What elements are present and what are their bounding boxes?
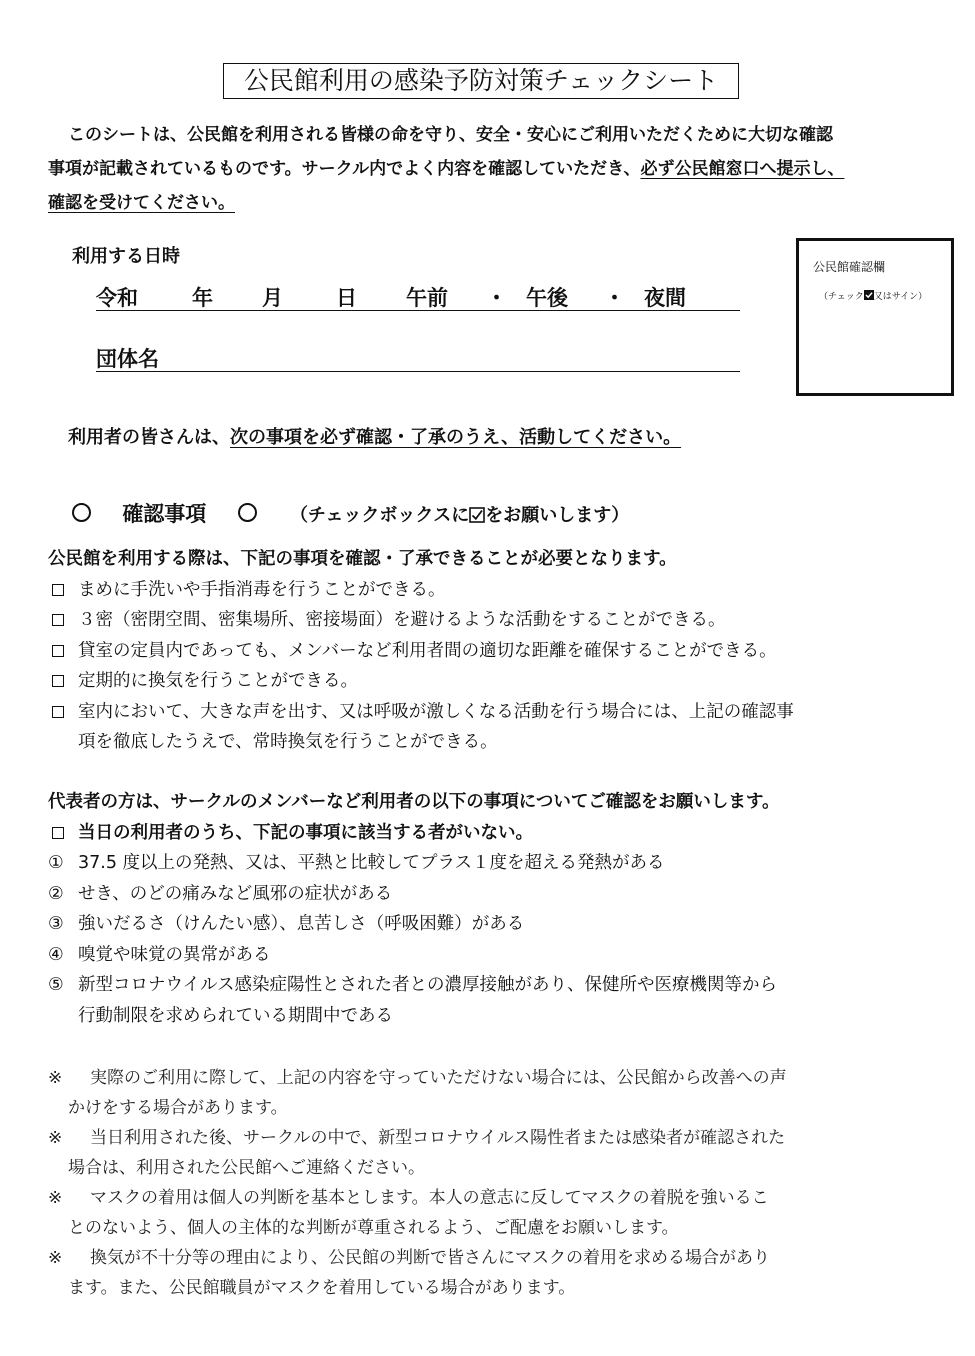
checked-box-icon	[864, 290, 874, 300]
date-era: 令和	[96, 286, 138, 310]
checklist-item	[48, 666, 928, 697]
condition-number: ①	[48, 853, 64, 873]
circle-icon	[238, 503, 257, 522]
page-title: 公民館利用の感染予防対策チェックシート	[223, 63, 739, 99]
note-text: 実際のご利用に際して、上記の内容を守っていただけない場合には、公民館から改善への声	[90, 1068, 787, 1088]
note-item	[48, 1063, 928, 1123]
condition-item	[48, 970, 928, 1001]
condition-number: ⑤	[48, 975, 64, 995]
condition-text: 行動制限を求められている期間中である	[78, 1005, 393, 1026]
intro-line-3: 確認を受けてください。	[48, 193, 235, 213]
section-heading-label: 確認事項	[122, 502, 207, 526]
note-mark: ※	[48, 1128, 63, 1148]
date-afternoon[interactable]: 午後	[526, 286, 568, 310]
date-label: 利用する日時	[72, 246, 180, 267]
users-instruction-underlined: 次の事項を必ず確認・了承のうえ、活動してください。	[230, 427, 682, 448]
group-name-label: 団体名	[96, 347, 159, 371]
note-item	[48, 1183, 928, 1243]
note-text-continuation: 場合は、利用された公民館へご連絡ください。	[68, 1158, 425, 1178]
office-confirmation-box[interactable]	[796, 238, 954, 396]
checkbox[interactable]	[52, 706, 64, 718]
date-sep-1: ・	[486, 286, 507, 310]
section-heading-instruction	[290, 505, 629, 526]
intro-line-2a: 事項が記載されているものです。サークル内でよく内容を確認していただき、	[48, 159, 641, 179]
note-text: 当日利用された後、サークルの中で、新型コロナウイルス陽性者または感染者が確認された	[90, 1128, 786, 1148]
condition-text: 嗅覚や味覚の異常がある	[78, 944, 271, 965]
checklist-item-text: まめに手洗いや手指消毒を行うことができる。	[78, 579, 446, 600]
intro-line-2	[48, 152, 928, 186]
checklist-item	[48, 575, 928, 606]
users-instruction	[68, 423, 681, 449]
condition-number: ④	[48, 944, 64, 965]
checklist-item-continuation	[48, 727, 928, 758]
condition-item-continuation	[48, 1001, 928, 1032]
checkbox[interactable]	[52, 675, 64, 687]
checklist-item-text: 貸室の定員内であっても、メンバーなど利用者間の適切な距離を確保することができる。	[78, 640, 777, 661]
note-mark: ※	[48, 1248, 63, 1268]
checklist-item-text: 項を徹底したうえで、常時換気を行うことができる。	[78, 732, 498, 752]
condition-text: せき、のどの痛みなど風邪の症状がある	[78, 883, 393, 904]
condition-text: 新型コロナウイルス感染症陽性とされた者との濃厚接触があり、保健所や医療機関等から	[78, 975, 777, 995]
note-text: マスクの着用は個人の判断を基本とします。本人の意志に反してマスクの着脱を強いるこ	[90, 1188, 769, 1208]
checkbox[interactable]	[52, 645, 64, 657]
section1-heading: 公民館を利用する際は、下記の事項を確認・了承できることが必要となります。	[48, 549, 677, 569]
date-day: 日	[336, 286, 357, 310]
intro-line-2b: 必ず公民館窓口へ提示し、	[640, 159, 845, 179]
checked-box-icon	[469, 507, 485, 523]
note-mark: ※	[48, 1068, 63, 1088]
condition-item	[48, 879, 928, 910]
confirmation-section-heading	[72, 498, 629, 528]
notes-section	[48, 1063, 928, 1303]
note-text-continuation: ます。また、公民館職員がマスクを着用している場合があります。	[68, 1278, 576, 1298]
representative-checklist	[48, 787, 928, 1031]
checklist-item	[48, 636, 928, 667]
note-text-continuation: とのないよう、個人の主体的な判断が尊重されるよう、ご配慮をお願いします。	[68, 1218, 679, 1238]
users-instruction-prefix: 利用者の皆さんは、	[68, 427, 230, 448]
section2-heading: 代表者の方は、サークルのメンバーなど利用者の以下の事項についてご確認をお願いします。	[48, 792, 780, 812]
date-year: 年	[192, 286, 213, 310]
confirm-box-title: 公民館確認欄	[813, 260, 886, 274]
date-month: 月	[262, 286, 283, 310]
date-sep-2: ・	[604, 286, 625, 310]
checklist-item-text: 当日の利用者のうち、下記の事項に該当する者がいない。	[78, 822, 533, 843]
circle-icon	[72, 503, 91, 522]
condition-text: 37.5 度以上の発熱、又は、平熱と比較してプラス１度を超える発熱がある	[78, 853, 665, 873]
instruction-suffix: をお願いします）	[485, 505, 630, 526]
checklist-item	[48, 697, 928, 728]
condition-item	[48, 848, 928, 879]
condition-item	[48, 909, 928, 940]
checkbox[interactable]	[52, 614, 64, 626]
checkbox[interactable]	[52, 827, 64, 839]
date-night[interactable]: 夜間	[644, 286, 686, 310]
group-name-field[interactable]	[96, 343, 740, 372]
condition-number: ③	[48, 914, 64, 934]
note-item	[48, 1123, 928, 1183]
confirm-box-note	[819, 289, 927, 302]
condition-number: ②	[48, 883, 64, 904]
confirm-box-note-suffix: 又はサイン）	[873, 292, 928, 302]
intro-paragraph	[48, 118, 928, 220]
date-morning[interactable]: 午前	[406, 286, 448, 310]
note-item	[48, 1243, 928, 1303]
condition-item	[48, 940, 928, 971]
condition-text: 強いだるさ（けんたい感）、息苦しさ（呼吸困難）がある	[78, 914, 525, 934]
checklist-item	[48, 605, 928, 636]
note-text-continuation: かけをする場合があります。	[68, 1098, 288, 1118]
facility-checklist	[48, 544, 928, 758]
checklist-item-text: 定期的に換気を行うことができる。	[78, 671, 358, 691]
checklist-item	[48, 818, 928, 849]
checkbox[interactable]	[52, 584, 64, 596]
confirm-box-note-prefix: （チェック	[819, 292, 864, 302]
instruction-prefix: （チェックボックスに	[289, 505, 470, 526]
checklist-item-text: 室内において、大きな声を出す、又は呼吸が激しくなる活動を行う場合には、上記の確認事	[78, 701, 794, 722]
checklist-item-text: ３密（密閉空間、密集場所、密接場面）を避けるような活動をすることができる。	[78, 610, 726, 630]
note-mark: ※	[48, 1188, 63, 1208]
date-field[interactable]	[96, 282, 740, 311]
intro-line-1: このシートは、公民館を利用される皆様の命を守り、安全・安心にご利用いただくために大切な確認	[68, 125, 833, 145]
note-text: 換気が不十分等の理由により、公民館の判断で皆さんにマスクの着用を求める場合があり	[90, 1248, 770, 1268]
